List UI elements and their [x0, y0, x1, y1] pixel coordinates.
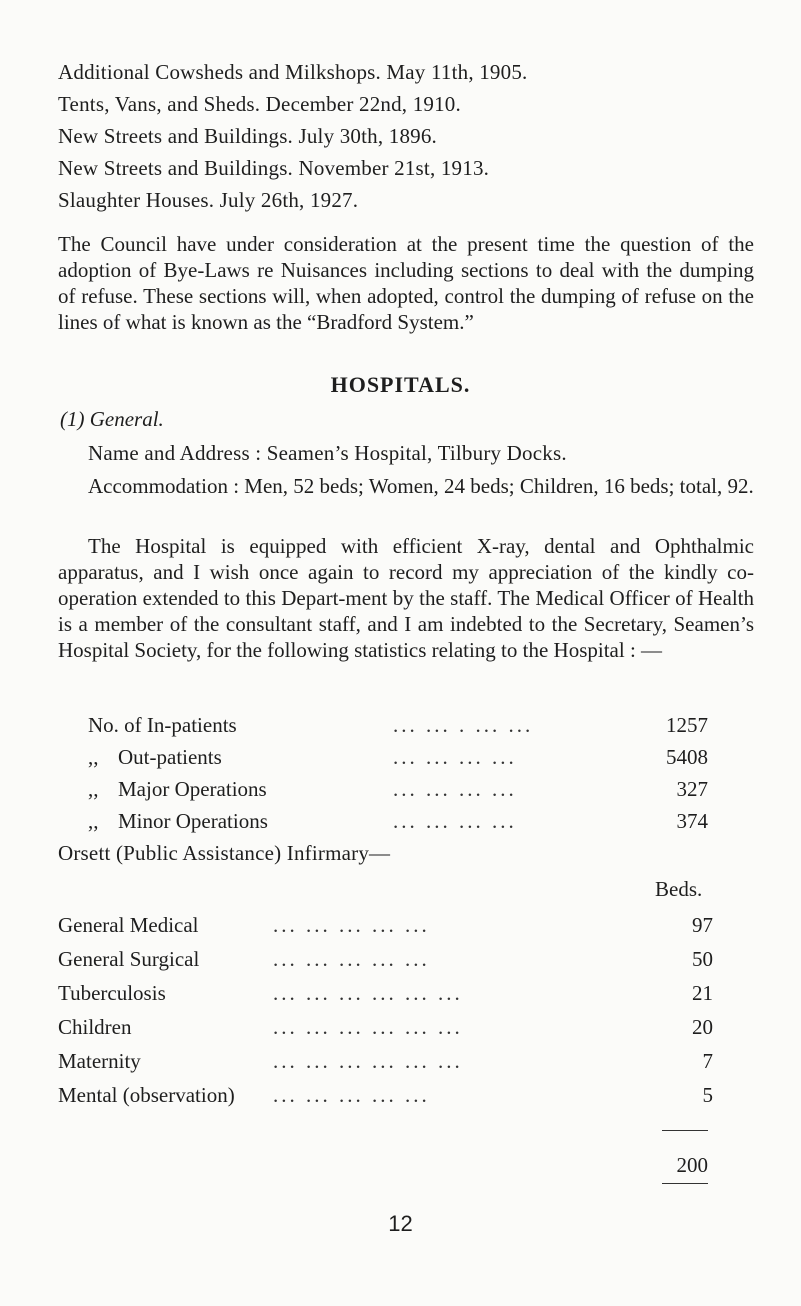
- ward-label: General Medical: [58, 913, 199, 937]
- general-subheading: (1) General.: [60, 407, 164, 431]
- total-rule-top: [662, 1130, 708, 1131]
- leader-dots: ... ... ... ... ... ...: [273, 1015, 463, 1039]
- stat-value: 327: [676, 777, 708, 801]
- leader-dots: ... ... ... ... ... ...: [273, 1049, 463, 1073]
- ditto-mark: ,,: [88, 777, 99, 801]
- stat-label: No. of In-patients: [88, 713, 237, 737]
- beds-row-general-surgical: [58, 947, 713, 973]
- intro-line-2: Tents, Vans, and Sheds. December 22nd, 1910.: [58, 92, 461, 116]
- page-number: 12: [388, 1211, 413, 1236]
- stat-label: Out-patients: [118, 745, 222, 769]
- beds-value: 7: [702, 1049, 713, 1073]
- leader-dots: ... ... ... ...: [393, 809, 517, 833]
- intro-line-4: New Streets and Buildings. November 21st, 1913.: [58, 156, 490, 180]
- beds-value: 5: [702, 1083, 713, 1107]
- leader-dots: ... ... ... ... ...: [273, 947, 430, 971]
- stat-value: 374: [676, 809, 708, 833]
- stat-label: Major Operations: [118, 777, 267, 801]
- ward-label: Maternity: [58, 1049, 141, 1073]
- leader-dots: ... ... ... ... ... ...: [273, 981, 463, 1005]
- intro-line-3: New Streets and Buildings. July 30th, 1896.: [58, 124, 438, 148]
- beds-total: 200: [676, 1153, 708, 1177]
- leader-dots: ... ... ... ...: [393, 745, 517, 769]
- beds-row-maternity: [58, 1049, 713, 1075]
- name-address-line: Name and Address : Seamen’s Hospital, Tilbury Docks.: [88, 441, 567, 465]
- intro-line-5: Slaughter Houses. July 26th, 1927.: [58, 188, 359, 212]
- intro-line-1: Additional Cowsheds and Milkshops. May 11th, 1905.: [58, 60, 528, 84]
- stat-label: Minor Operations: [118, 809, 268, 833]
- stat-row-minor-operations: [88, 809, 708, 835]
- ward-label: Mental (observation): [58, 1083, 235, 1107]
- stat-value: 5408: [666, 745, 708, 769]
- beds-value: 97: [692, 913, 713, 937]
- leader-dots: ... ... ... ... ...: [273, 913, 430, 937]
- beds-value: 50: [692, 947, 713, 971]
- beds-column-header: Beds.: [655, 877, 703, 901]
- ward-label: General Surgical: [58, 947, 200, 971]
- beds-row-general-medical: [58, 913, 713, 939]
- stat-row-inpatients: [88, 713, 708, 739]
- accommodation-line: Accommodation : Men, 52 beds; Women, 24 beds; Children, 16 beds; total, 92.: [88, 474, 754, 498]
- beds-row-tuberculosis: [58, 981, 713, 1007]
- stat-row-outpatients: [88, 745, 708, 771]
- leader-dots: ... ... ... ...: [393, 777, 517, 801]
- leader-dots: ... ... ... ... ...: [273, 1083, 430, 1107]
- ditto-mark: ,,: [88, 745, 99, 769]
- beds-row-children: [58, 1015, 713, 1041]
- ward-label: Tuberculosis: [58, 981, 166, 1005]
- stat-row-major-operations: [88, 777, 708, 803]
- total-rule-bottom: [662, 1183, 708, 1184]
- beds-value: 21: [692, 981, 713, 1005]
- bye-laws-paragraph: The Council have under consideration at the present time the question of the adoption of Bye-Laws re Nuisances including sections to deal with the dumping of refuse. These sections will, when adopted, control the dumping of refuse on the lines of what is known as the “Bradford System.”: [58, 232, 754, 334]
- hospital-paragraph: The Hospital is equipped with efficient X-ray, dental and Ophthalmic apparatus, and I wish once again to record my appreciation of the kindly co-operation extended to this Depart-ment by the staff. The Medical Officer of Health is a member of the consultant staff, and I am indebted to the Secretary, Seamen’s Hospital Society, for the following statistics relating to the Hospital : —: [58, 534, 754, 662]
- orsett-title: Orsett (Public Assistance) Infirmary—: [58, 841, 391, 865]
- beds-value: 20: [692, 1015, 713, 1039]
- ward-label: Children: [58, 1015, 132, 1039]
- leader-dots: ... ... . ... ...: [393, 713, 534, 737]
- hospitals-heading: HOSPITALS.: [330, 372, 471, 397]
- beds-row-mental: [58, 1083, 713, 1109]
- stat-value: 1257: [666, 713, 708, 737]
- ditto-mark: ,,: [88, 809, 99, 833]
